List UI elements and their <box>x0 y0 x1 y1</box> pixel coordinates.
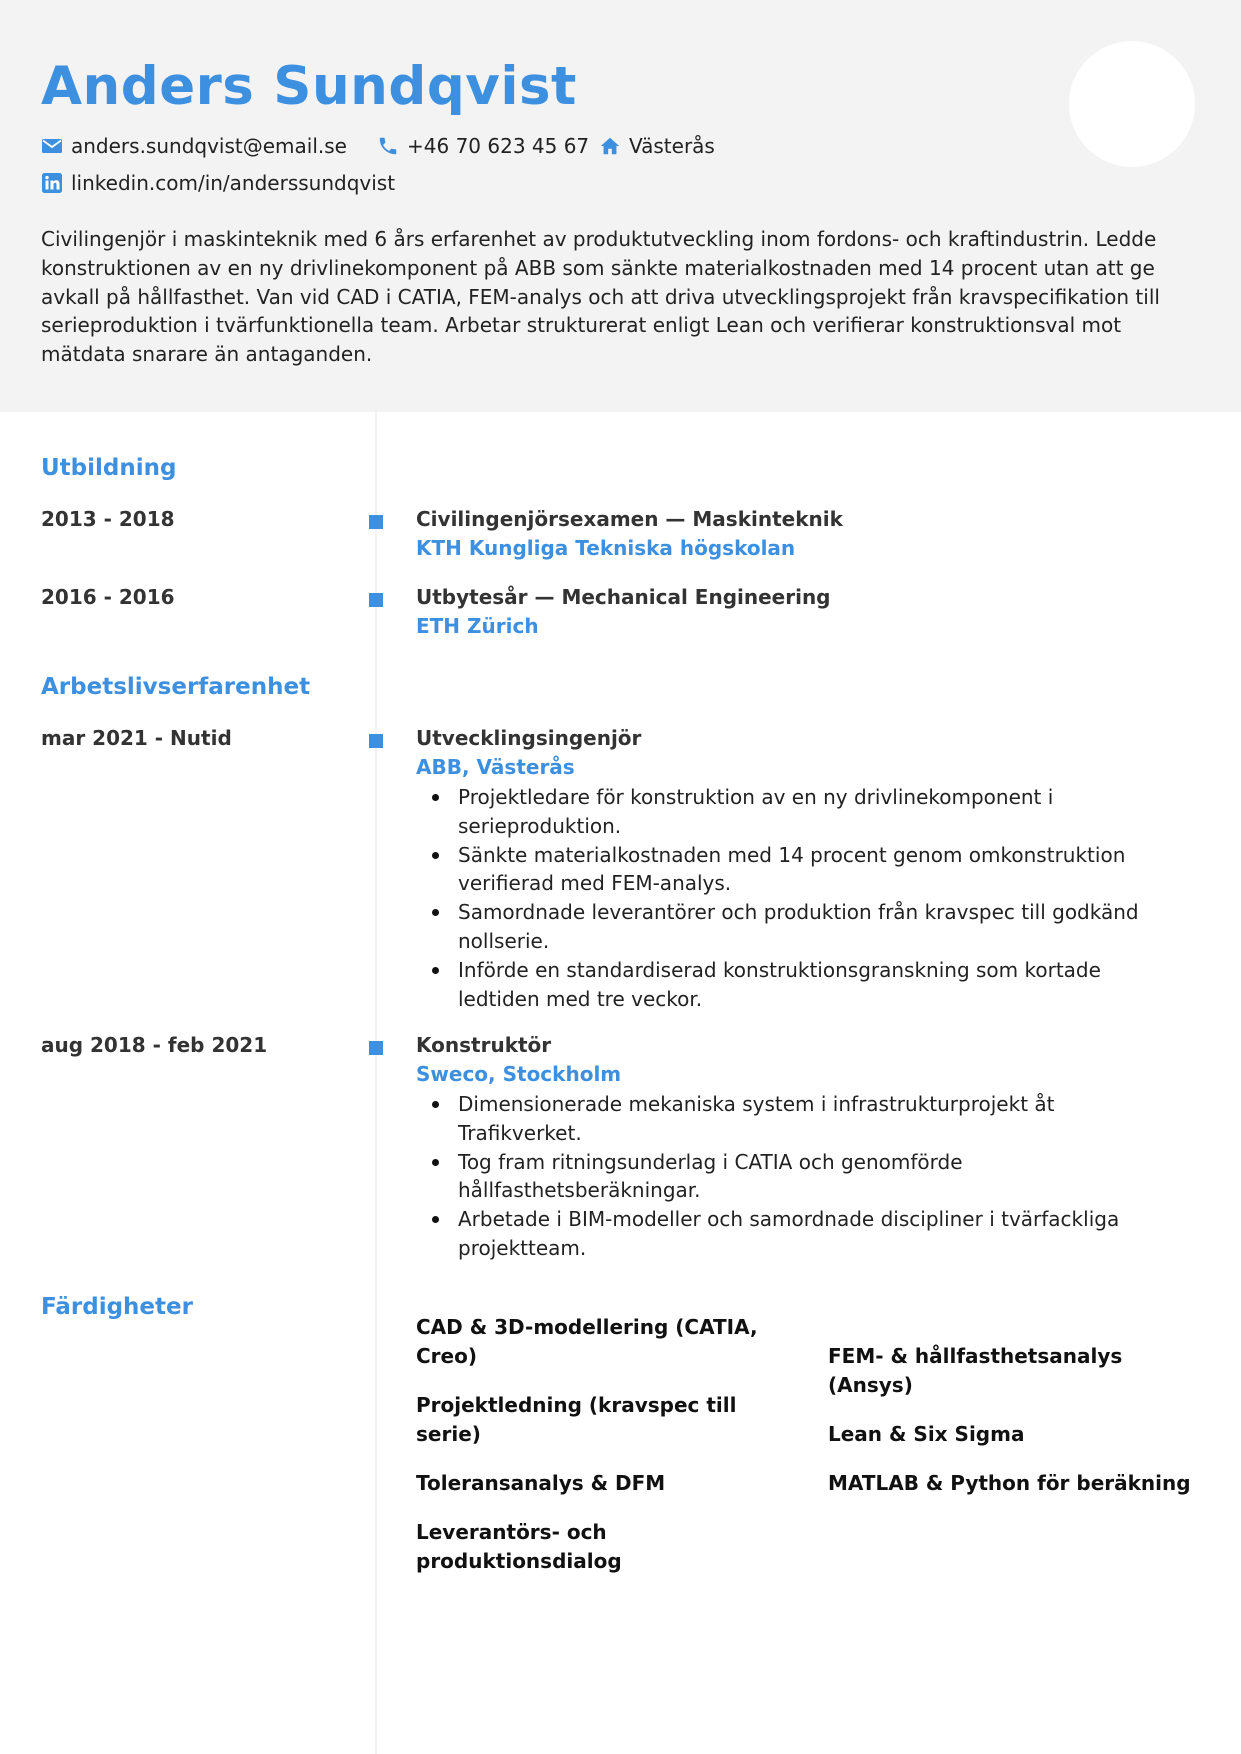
list-item: Arbetade i BIM-modeller och samordnade discipliner i tvärfackliga projektteam. <box>416 1205 1176 1263</box>
timeline-marker <box>369 515 383 529</box>
candidate-name: Anders Sundqvist <box>41 56 577 117</box>
profile-photo-placeholder <box>1069 41 1195 167</box>
job-date: mar 2021 - Nutid <box>41 726 232 750</box>
job-title: Konstruktör <box>416 1033 552 1057</box>
education-degree: Utbytesår — Mechanical Engineering <box>416 585 831 609</box>
phone-icon <box>377 135 399 157</box>
education-date: 2013 - 2018 <box>41 507 175 531</box>
education-degree: Civilingenjörsexamen — Maskinteknik <box>416 507 843 531</box>
linkedin-contact[interactable] <box>41 171 395 195</box>
email-text: anders.sundqvist@email.se <box>71 134 347 158</box>
skill-item: Projektledning (kravspec till serie) <box>416 1393 737 1446</box>
list-item: Införde en standardiserad konstruktionsgranskning som kortade ledtiden med tre veckor. <box>416 956 1176 1014</box>
list-item: Dimensionerade mekaniska system i infrastrukturprojekt åt Trafikverket. <box>416 1090 1176 1148</box>
timeline-divider <box>375 412 377 1754</box>
list-item: Sänkte materialkostnaden med 14 procent genom omkonstruktion verifierad med FEM-analys. <box>416 841 1176 899</box>
timeline-marker <box>369 1041 383 1055</box>
education-school: ETH Zürich <box>416 614 539 638</box>
timeline-marker <box>369 593 383 607</box>
envelope-icon <box>41 135 63 157</box>
linkedin-text: linkedin.com/in/anderssundqvist <box>71 171 396 195</box>
education-heading: Utbildning <box>41 455 177 481</box>
location-contact <box>599 134 715 158</box>
phone-contact[interactable] <box>377 134 589 158</box>
list-item: Tog fram ritningsunderlag i CATIA och genomförde hållfasthetsberäkningar. <box>416 1148 1176 1206</box>
skills-heading: Färdigheter <box>41 1294 193 1320</box>
job-date: aug 2018 - feb 2021 <box>41 1033 268 1057</box>
education-school: KTH Kungliga Tekniska högskolan <box>416 536 796 560</box>
skill-item: MATLAB & Python för beräkning <box>828 1471 1191 1495</box>
job-company: ABB, Västerås <box>416 755 575 779</box>
email-contact[interactable] <box>41 134 347 158</box>
job-title: Utvecklingsingenjör <box>416 726 642 750</box>
skill-item: Leverantörs- och produktionsdialog <box>416 1520 622 1573</box>
linkedin-icon <box>41 172 63 194</box>
home-icon <box>599 135 621 157</box>
skill-item: Toleransanalys & DFM <box>416 1471 666 1495</box>
education-date: 2016 - 2016 <box>41 585 175 609</box>
header-band <box>0 0 1241 412</box>
job-bullets <box>416 1090 1176 1263</box>
profile-summary: Civilingenjör i maskinteknik med 6 års erfarenhet av produktutveckling inom fordons- och kraftindustrin. Ledde konstruktionen av en ny drivlinekomponent på ABB som sänkte materialkostnaden med 14 procent utan att ge avkall på hållfasthet. Van vid CAD i CATIA, FEM-analys och att driva utvecklingsprojekt från kravspecifikation till serieproduktion i tvärfunktionella team. Arbetar strukturerat enligt Lean och verifierar konstruktionsval mot mätdata snarare än antaganden. <box>41 227 1160 367</box>
experience-heading: Arbetslivserfarenhet <box>41 674 311 700</box>
location-text: Västerås <box>629 134 715 158</box>
job-company: Sweco, Stockholm <box>416 1062 622 1086</box>
timeline-marker <box>369 734 383 748</box>
skill-item: FEM- & hållfasthetsanalys (Ansys) <box>828 1344 1123 1397</box>
skill-item: CAD & 3D-modellering (CATIA, Creo) <box>416 1315 758 1368</box>
job-bullets <box>416 783 1176 1013</box>
list-item: Samordnade leverantörer och produktion från kravspec till godkänd nollserie. <box>416 898 1176 956</box>
list-item: Projektledare för konstruktion av en ny drivlinekomponent i serieproduktion. <box>416 783 1176 841</box>
phone-text: +46 70 623 45 67 <box>407 134 590 158</box>
skill-item: Lean & Six Sigma <box>828 1422 1025 1446</box>
